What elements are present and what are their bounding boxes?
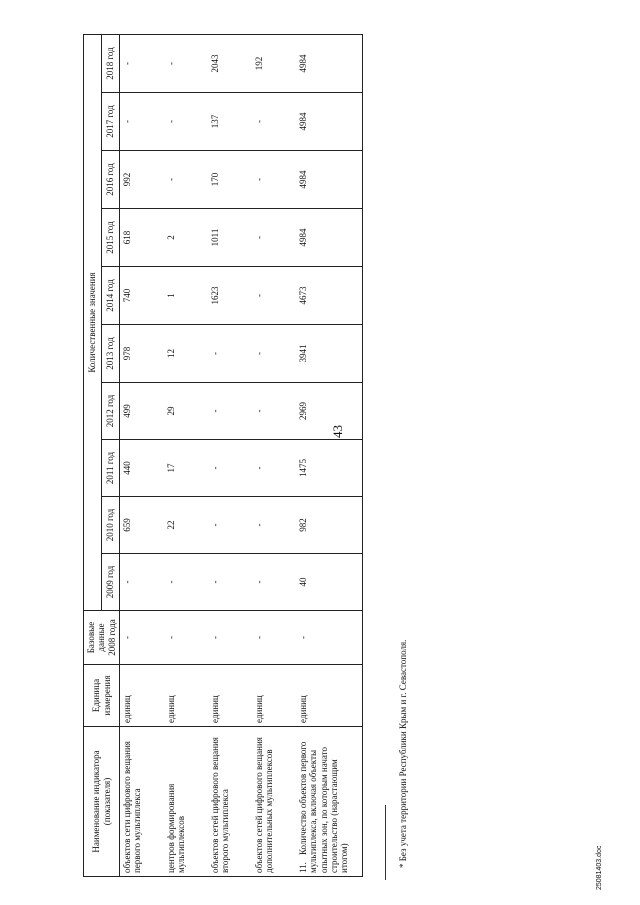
value-cell: 982: [296, 497, 363, 554]
header-year: 2011 год: [102, 440, 120, 497]
indicator-name: объектов сетей цифрового вещания второго мультиплекса: [208, 727, 252, 877]
indicator-name: объектов сетей цифрового вещания дополнительных мультиплексов: [252, 727, 296, 877]
indicator-name: объектов сети цифрового вещания первого мультиплекса: [120, 727, 165, 877]
table-row: [164, 35, 208, 877]
value-cell: 499: [120, 383, 165, 440]
footnote-divider: [385, 805, 386, 880]
value-cell: 29: [164, 383, 208, 440]
header-year: 2015 год: [102, 209, 120, 267]
value-cell: -: [120, 554, 165, 611]
unit-cell: единиц: [296, 665, 363, 727]
value-cell: -: [252, 554, 296, 611]
header-quantitative-values: Количественные значения: [84, 35, 102, 611]
base-cell: -: [296, 611, 363, 665]
value-cell: 22: [164, 497, 208, 554]
value-cell: -: [208, 554, 252, 611]
value-cell: -: [252, 209, 296, 267]
value-cell: 192: [252, 35, 296, 93]
footnote: * Без учета территории Республики Крым и г. Севастополя.: [398, 639, 408, 868]
header-base: Базовые данные 2008 года: [84, 611, 120, 665]
header-year: 2010 год: [102, 497, 120, 554]
header-unit: Единица измерения: [84, 665, 120, 727]
value-cell: 40: [296, 554, 363, 611]
value-cell: 1623: [208, 267, 252, 325]
unit-cell: единиц: [120, 665, 165, 727]
page-number: 43: [330, 425, 345, 438]
indicator-name: центров формирования мультиплексов: [164, 727, 208, 877]
value-cell: 4984: [296, 35, 363, 93]
indicator-name: [296, 727, 363, 877]
value-cell: -: [252, 497, 296, 554]
table-row: [208, 35, 252, 877]
value-cell: -: [208, 440, 252, 497]
value-cell: -: [164, 554, 208, 611]
document-id: 25081403.doc: [596, 845, 603, 890]
value-cell: 618: [120, 209, 165, 267]
value-cell: 992: [120, 151, 165, 209]
value-cell: 1475: [296, 440, 363, 497]
value-cell: 978: [120, 325, 165, 383]
value-cell: 137: [208, 93, 252, 151]
row-number: 11.: [298, 862, 309, 873]
value-cell: -: [208, 497, 252, 554]
value-cell: -: [164, 93, 208, 151]
value-cell: 2: [164, 209, 208, 267]
indicator-table: [83, 34, 363, 877]
value-cell: 1011: [208, 209, 252, 267]
value-cell: 12: [164, 325, 208, 383]
base-cell: -: [252, 611, 296, 665]
table-row: [296, 35, 363, 877]
value-cell: -: [252, 440, 296, 497]
unit-cell: единиц: [164, 665, 208, 727]
value-cell: -: [164, 35, 208, 93]
header-indicator: Наименование индикатора (показателя): [84, 727, 120, 877]
value-cell: -: [252, 93, 296, 151]
value-cell: -: [252, 383, 296, 440]
table-row: [252, 35, 296, 877]
value-cell: -: [252, 267, 296, 325]
value-cell: 2969: [296, 383, 363, 440]
value-cell: -: [208, 383, 252, 440]
table-row: [120, 35, 165, 877]
value-cell: 4673: [296, 267, 363, 325]
header-year: 2013 год: [102, 325, 120, 383]
unit-cell: единиц: [252, 665, 296, 727]
header-year: 2017 год: [102, 93, 120, 151]
value-cell: -: [120, 35, 165, 93]
value-cell: 4984: [296, 93, 363, 151]
indicator-name-text: Количество объектов первого мультиплекса, включая объекты опытных зон, по которым начато строительство (нарастающим итогом): [298, 741, 350, 873]
header-year: 2016 год: [102, 151, 120, 209]
value-cell: -: [208, 325, 252, 383]
indicator-table-container: [83, 37, 543, 877]
unit-cell: единиц: [208, 665, 252, 727]
value-cell: 4984: [296, 209, 363, 267]
base-cell: -: [120, 611, 165, 665]
header-year: 2018 год: [102, 35, 120, 93]
value-cell: 440: [120, 440, 165, 497]
value-cell: -: [120, 93, 165, 151]
value-cell: 2043: [208, 35, 252, 93]
value-cell: 170: [208, 151, 252, 209]
header-year: 2012 год: [102, 383, 120, 440]
value-cell: 1: [164, 267, 208, 325]
value-cell: -: [252, 325, 296, 383]
base-cell: -: [164, 611, 208, 665]
value-cell: 17: [164, 440, 208, 497]
value-cell: -: [252, 151, 296, 209]
value-cell: 740: [120, 267, 165, 325]
value-cell: 3941: [296, 325, 363, 383]
value-cell: -: [164, 151, 208, 209]
header-year: 2014 год: [102, 267, 120, 325]
value-cell: 4984: [296, 151, 363, 209]
base-cell: -: [208, 611, 252, 665]
header-year: 2009 год: [102, 554, 120, 611]
value-cell: 659: [120, 497, 165, 554]
